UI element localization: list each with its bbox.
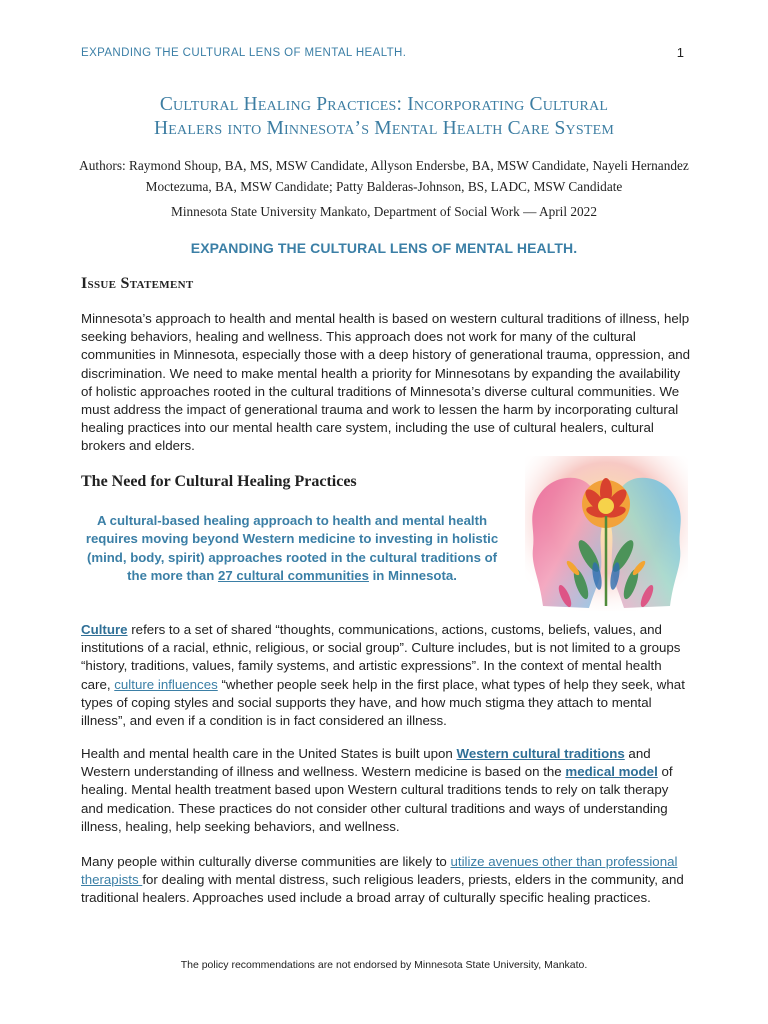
culture-link[interactable]: Culture (81, 622, 128, 637)
callout-text-before: A cultural-based healing approach to health and mental health requires moving beyond Western medicine to investing in holistic (mind, body, spirit) approaches rooted in the cultural traditions of the more than (85, 513, 499, 583)
many-text-1: Many people within culturally diverse communities are likely to (81, 854, 451, 869)
culture-text-2: “whether people seek help in the first place, what types of help they seek, what types of coping styles and social supports they have, and how much stigma they attach to mental illness”, and even if a condition is in fact considered an illness. (81, 676, 685, 729)
utilize-avenues-link[interactable]: utilize avenues other than professional therapists (81, 854, 678, 888)
footer-disclaimer: The policy recommendations are not endorsed by Minnesota State University, Mankato. (180, 959, 588, 971)
culture-paragraph (81, 621, 691, 730)
issue-statement-paragraph: Minnesota’s approach to health and mental health is based on western cultural traditions of illness, help seeking behaviors, healing and wellness. This approach does not work for many of the cultural communities in Minnesota, especially those with a deep history of generational trauma, oppression, and discrimination. We need to make mental health a priority for Minnesotans by expanding the availability of holistic approaches rooted in the cultural traditions of Minnesota’s diverse cultural communities. We must address the impact of generational trauma and work to lessen the harm by incorporating cultural healing practices into our mental health care system, including the use of cultural healers, cultural brokers and elders. (81, 311, 691, 454)
medical-model-link[interactable]: medical model (565, 764, 658, 780)
western-paragraph (81, 745, 691, 836)
alternative-avenues-paragraph (81, 853, 691, 908)
authors: Authors: Raymond Shoup, BA, MS, MSW Candidate, Allyson Endersbe, BA, MSW Candidate, Nayeli Hernandez Moctezuma, BA, MSW Candidate; Patty Balderas-Johnson, BS, LADC, MSW Candidate (79, 158, 689, 194)
culture-influences-link[interactable]: culture influences (114, 676, 218, 692)
subheading: EXPANDING THE CULTURAL LENS OF MENTAL HEALTH. (190, 240, 578, 256)
many-text-2: for dealing with mental distress, such religious leaders, priests, elders in the community, and traditional healers. Approaches used include a broad array of culturally specific healing practices. (81, 872, 684, 906)
cultural-communities-link[interactable]: 27 cultural communities (217, 567, 369, 583)
section-heading-need: The Need for Cultural Healing Practices (81, 473, 357, 490)
running-head: EXPANDING THE CULTURAL LENS OF MENTAL HEALTH. (81, 47, 407, 59)
title-line-1: Cultural Healing Practices: Incorporating Cultural (159, 94, 609, 115)
western-cultural-traditions-link[interactable]: Western cultural traditions (456, 746, 625, 761)
affiliation: Minnesota State University Mankato, Department of Social Work — April 2022 (171, 204, 597, 219)
section-heading-issue-statement: Issue Statement (81, 275, 194, 292)
document-title (70, 93, 698, 141)
callout-quote (81, 512, 503, 585)
callout-text-after: in Minnesota. (368, 567, 457, 583)
culture-text-1: refers to a set of shared “thoughts, communications, actions, customs, beliefs, values, and institutions of a racial, ethnic, religious, or social group”. Culture includes, but is not limited to a groups “history, traditions, values, family systems, and artistic expressions”. In the context of mental health care, (81, 622, 681, 692)
western-text-1: Health and mental health care in the United States is built upon (81, 746, 457, 761)
page-number: 1 (676, 45, 684, 60)
cultural-healing-illustration (525, 456, 688, 611)
western-text-3: of healing. Mental health treatment based upon Western cultural traditions tends to rely on talk therapy and medication. These practices do not consider other cultural traditions and ways of understanding illness, healing, help seeking behaviors, and wellness. (81, 764, 673, 834)
western-text-2: and Western understanding of illness and wellness. Western medicine is based on the (81, 746, 651, 780)
title-line-2: Healers into Minnesota’s Mental Health Care System (154, 118, 614, 139)
